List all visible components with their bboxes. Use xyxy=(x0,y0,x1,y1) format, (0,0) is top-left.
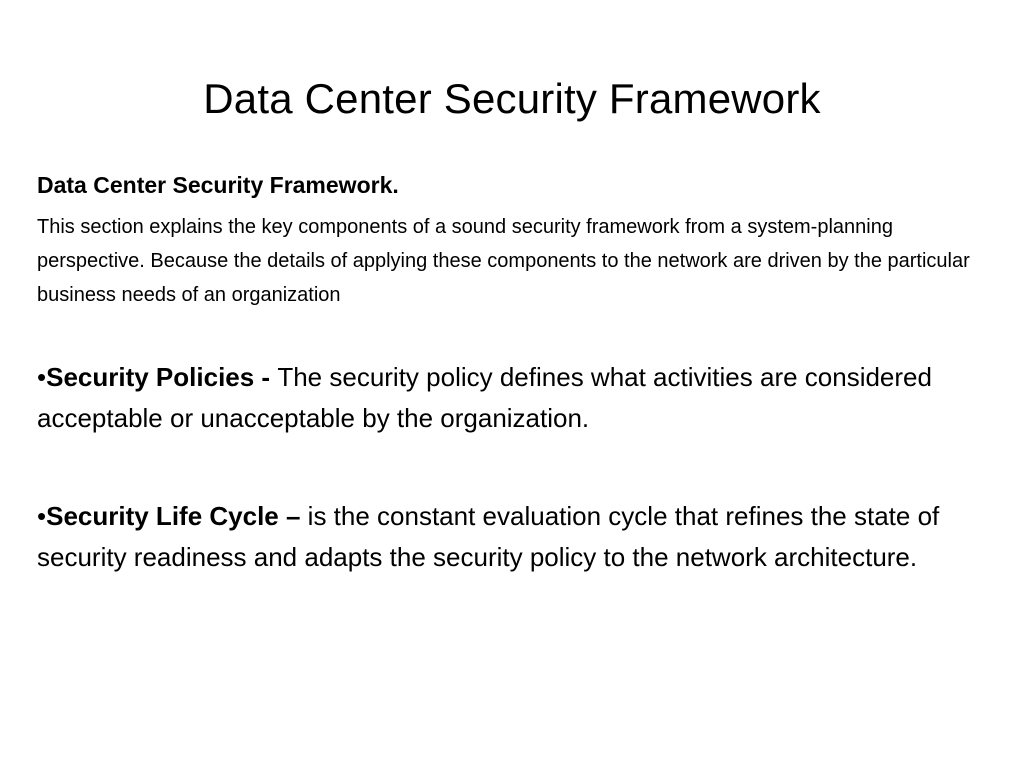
bullet-security-policies xyxy=(37,357,987,439)
bullet-marker: • xyxy=(37,501,47,531)
bullet-text: The security policy defines what activities are considered acceptable or unacceptable by the organization. xyxy=(37,362,932,433)
bullet-security-life-cycle xyxy=(37,496,987,578)
bullet-text: is the constant evaluation cycle that refines the state of security readiness and adapts the security policy to the network architecture. xyxy=(37,501,940,572)
slide-title: Data Center Security Framework xyxy=(203,75,821,122)
slide-content xyxy=(37,168,987,578)
bullet-term: Security Policies - xyxy=(46,362,278,392)
section-subheading: Data Center Security Framework. xyxy=(37,172,399,198)
intro-paragraph: This section explains the key components of a sound security framework from a system-planning perspective. Because the details of applying these components to the network are driven by the particular business needs of an organization xyxy=(37,216,970,306)
bullet-term: Security Life Cycle – xyxy=(46,501,308,531)
bullet-marker: • xyxy=(37,362,47,392)
